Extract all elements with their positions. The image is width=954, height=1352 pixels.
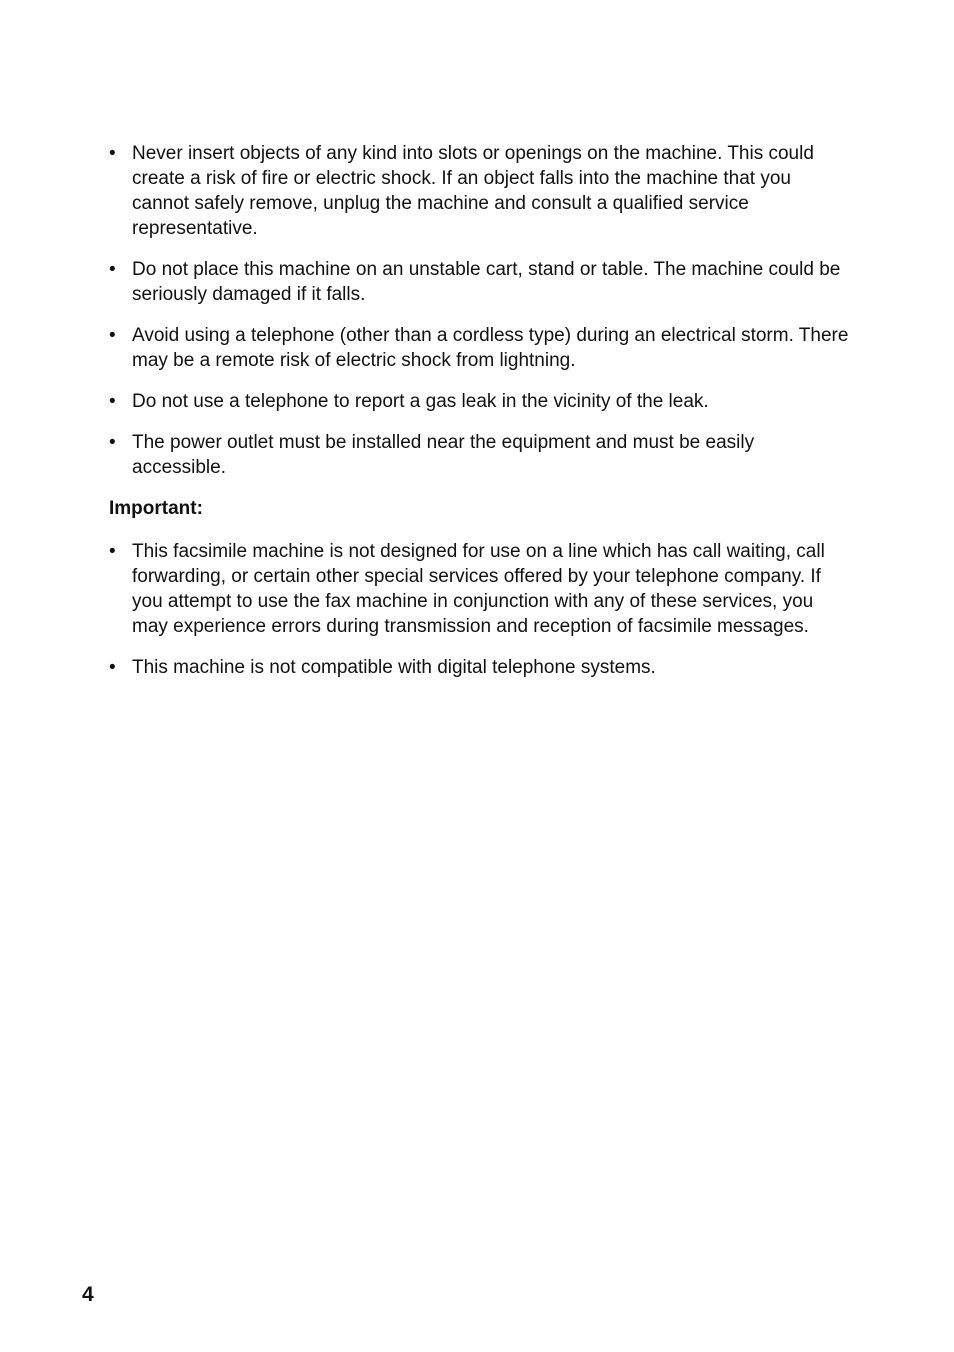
list-item (109, 539, 849, 639)
bullet-glyph: • (109, 325, 116, 346)
page-content (109, 141, 849, 696)
list-item-text: Do not place this machine on an unstable cart, stand or table. The machine could be seriously damaged if it falls. (132, 259, 841, 305)
list-item (109, 655, 849, 680)
bullet-glyph: • (109, 432, 116, 453)
list-item (109, 257, 849, 307)
list-item (109, 430, 849, 480)
important-heading: Important: (109, 498, 203, 519)
list-item-text: Never insert objects of any kind into slots or openings on the machine. This could create a risk of fire or electric shock. If an object falls into the machine that you cannot safely remove, unplug the machine and consult a qualified service representative. (132, 143, 814, 239)
list-item-text: This machine is not compatible with digital telephone systems. (132, 657, 656, 678)
list-item (109, 323, 849, 373)
bullet-glyph: • (109, 541, 116, 562)
list-item-text: The power outlet must be installed near the equipment and must be easily accessible. (132, 432, 755, 478)
safety-list (109, 141, 849, 480)
page-number: 4 (82, 1283, 94, 1306)
bullet-glyph: • (109, 391, 116, 412)
bullet-glyph: • (109, 259, 116, 280)
bullet-glyph: • (109, 657, 116, 678)
list-item-text: Do not use a telephone to report a gas leak in the vicinity of the leak. (132, 391, 709, 412)
important-list (109, 539, 849, 680)
list-item-text: Avoid using a telephone (other than a cordless type) during an electrical storm. There may be a remote risk of electric shock from lightning. (132, 325, 849, 371)
bullet-glyph: • (109, 143, 116, 164)
list-item-text: This facsimile machine is not designed for use on a line which has call waiting, call forwarding, or certain other special services offered by your telephone company. If you attempt to use the fax machine in conjunction with any of these services, you may experience errors during transmission and reception of facsimile messages. (132, 541, 825, 637)
list-item (109, 389, 849, 414)
list-item (109, 141, 849, 241)
